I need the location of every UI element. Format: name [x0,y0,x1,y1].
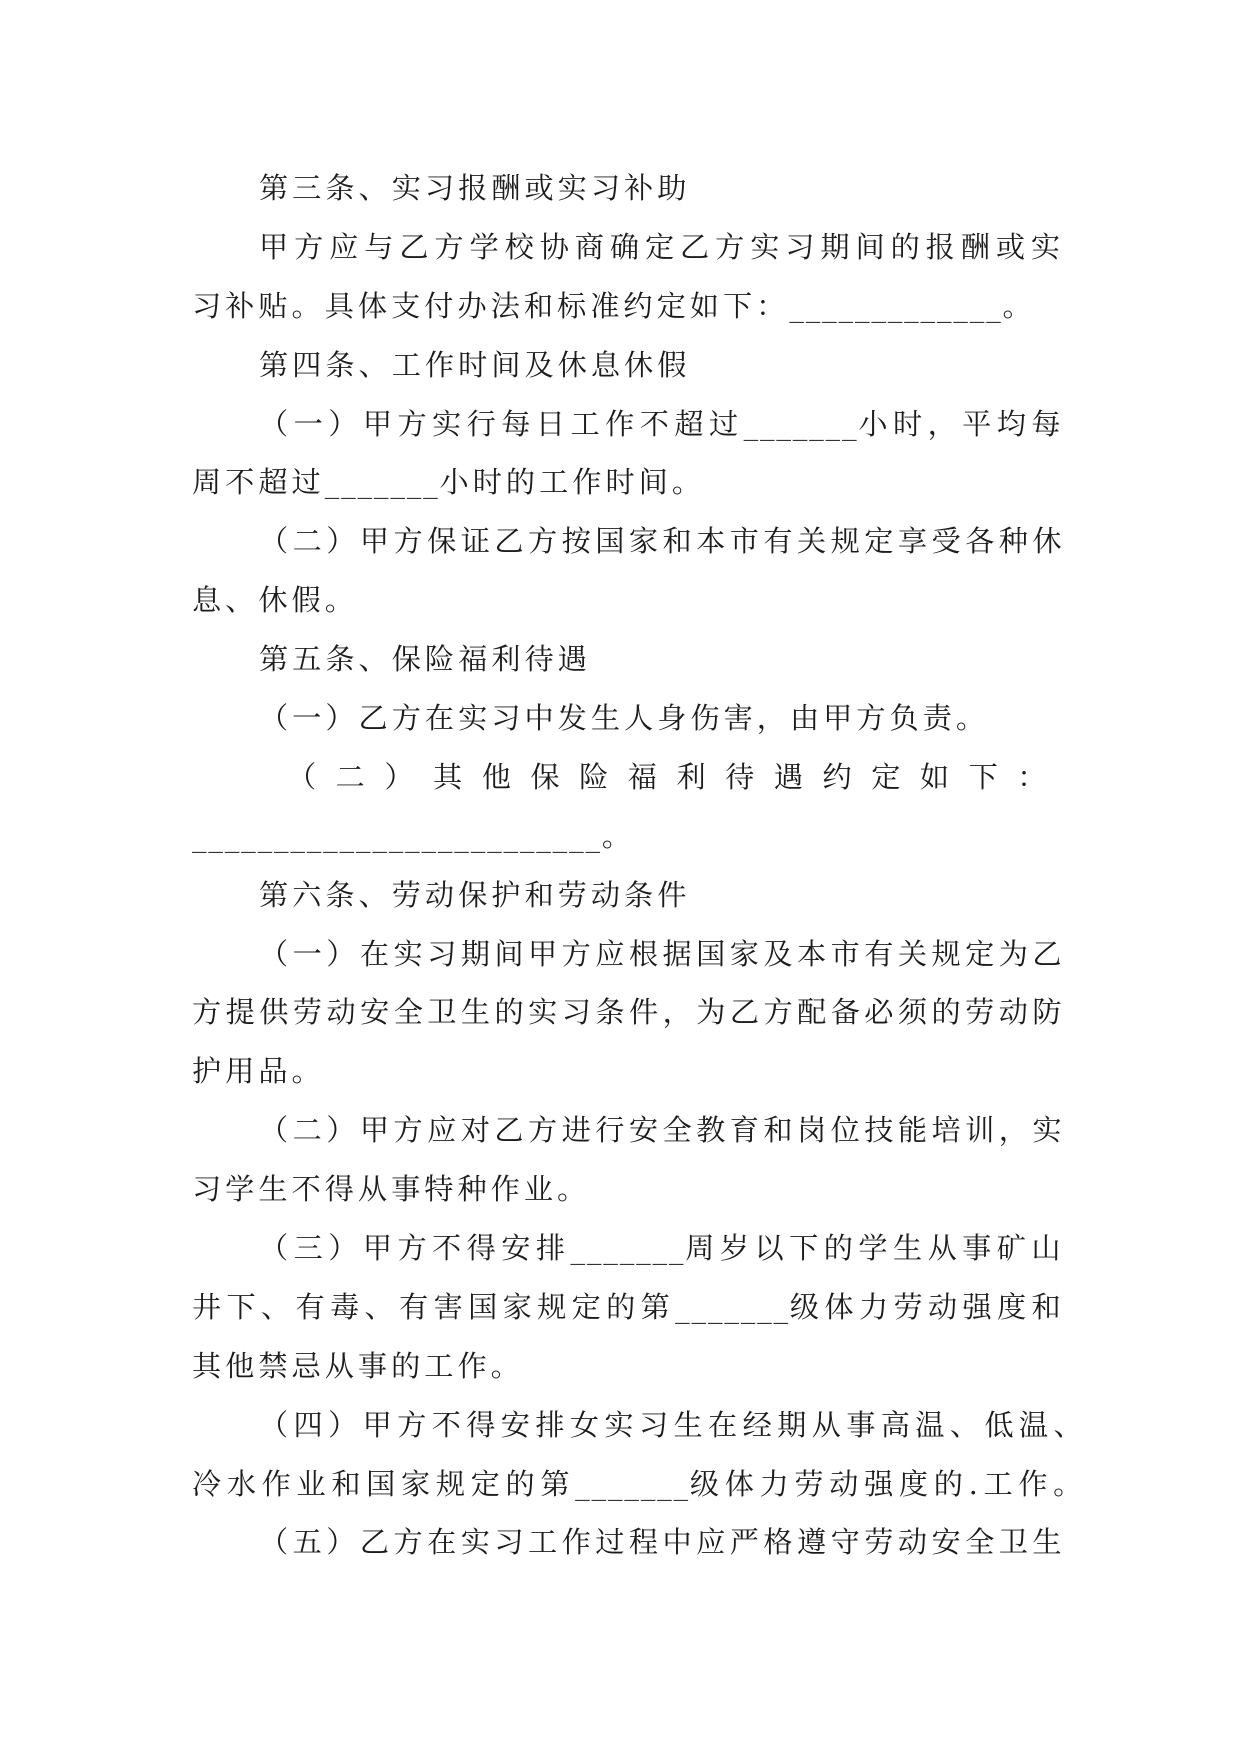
text-line [0,1455,1241,1514]
text-line [0,983,1241,1042]
text-line [0,1101,1241,1160]
text-segment: 小时的工作时间。 [439,465,706,500]
text-segment: 其他禁忌从事的工作。 [192,1348,524,1383]
text-line [0,807,1241,866]
text-segment: （一）甲方实行每日工作不超过 [259,406,744,441]
text-segment: 方提供劳动安全卫生的实习条件，为乙方配备必须的劳动防 [192,995,1066,1030]
fill-in-blank: _____________ [789,288,1003,323]
fill-in-blank: _______ [570,1231,686,1266]
heading-text: 第三条、实习报酬或实习补助 [259,171,691,205]
text-line [0,218,1241,277]
text-line [0,395,1241,454]
text-line [0,1278,1241,1337]
text-segment: （一）乙方在实习中发生人身伤害，由甲方负责。 [259,701,990,736]
text-line [0,1042,1241,1101]
text-segment: （二）甲方保证乙方按国家和本市有关规定享受各种休 [259,524,1066,559]
text-segment: 冷水作业和国家规定的第 [192,1466,576,1501]
text-segment: （四）甲方不得安排女实习生在经期从事高温、低温、 [259,1407,1088,1442]
text-line [0,1337,1241,1396]
text-segment: （一）在实习期间甲方应根据国家及本市有关规定为乙 [259,936,1066,971]
text-segment: 级体力劳动强度和 [789,1289,1067,1324]
article-heading [0,630,1241,689]
document-body [0,159,1241,1572]
fill-in-blank: _______ [324,465,440,500]
text-segment: （三）甲方不得安排 [259,1231,571,1266]
article-heading [0,866,1241,925]
text-segment: 。 [601,818,636,853]
fill-in-blank: _______ [743,406,859,441]
text-line [0,925,1241,984]
article-heading [0,159,1241,218]
text-segment: 井下、有毒、有害国家规定的第 [192,1289,676,1324]
text-segment: 小时，平均每 [858,406,1067,441]
text-segment: 周不超过 [192,465,325,500]
text-line [0,748,1241,807]
text-line [0,512,1241,571]
text-segment: （五）乙方在实习工作过程中应严格遵守劳动安全卫生 [259,1525,1066,1560]
heading-text: 第四条、工作时间及休息休假 [259,347,691,382]
article-4 [0,336,1241,630]
text-line [0,1396,1241,1455]
text-line [0,571,1241,630]
heading-text: 第六条、劳动保护和劳动条件 [259,877,691,912]
text-segment: （二）其他保险福利待遇约定如下： [287,759,1066,794]
text-line [0,1513,1241,1572]
text-line [0,689,1241,748]
text-segment: 护用品。 [192,1054,325,1089]
text-segment: 习学生不得从事特种作业。 [192,1172,591,1207]
text-segment: 。 [1002,288,1036,323]
text-line [0,1219,1241,1278]
fill-in-blank: _________________________ [192,818,602,853]
text-segment: 息、休假。 [192,583,358,618]
article-6 [0,866,1241,1573]
heading-text: 第五条、保险福利待遇 [259,642,591,677]
text-segment: 甲方应与乙方学校协商确定乙方实习期间的报酬或实 [259,229,1066,264]
text-segment: 级体力劳动强度的.工作。 [689,1466,1088,1501]
article-3 [0,159,1241,336]
fill-in-blank: _______ [575,1466,690,1501]
fill-in-blank: _______ [675,1289,790,1324]
text-line [0,1160,1241,1219]
text-segment: 周岁以下的学生从事矿山 [685,1231,1067,1266]
text-line [0,277,1241,336]
text-segment: （二）甲方应对乙方进行安全教育和岗位技能培训，实 [259,1113,1066,1148]
article-5 [0,630,1241,866]
article-heading [0,336,1241,395]
text-segment: 习补贴。具体支付办法和标准约定如下： [192,288,790,323]
text-line [0,453,1241,512]
